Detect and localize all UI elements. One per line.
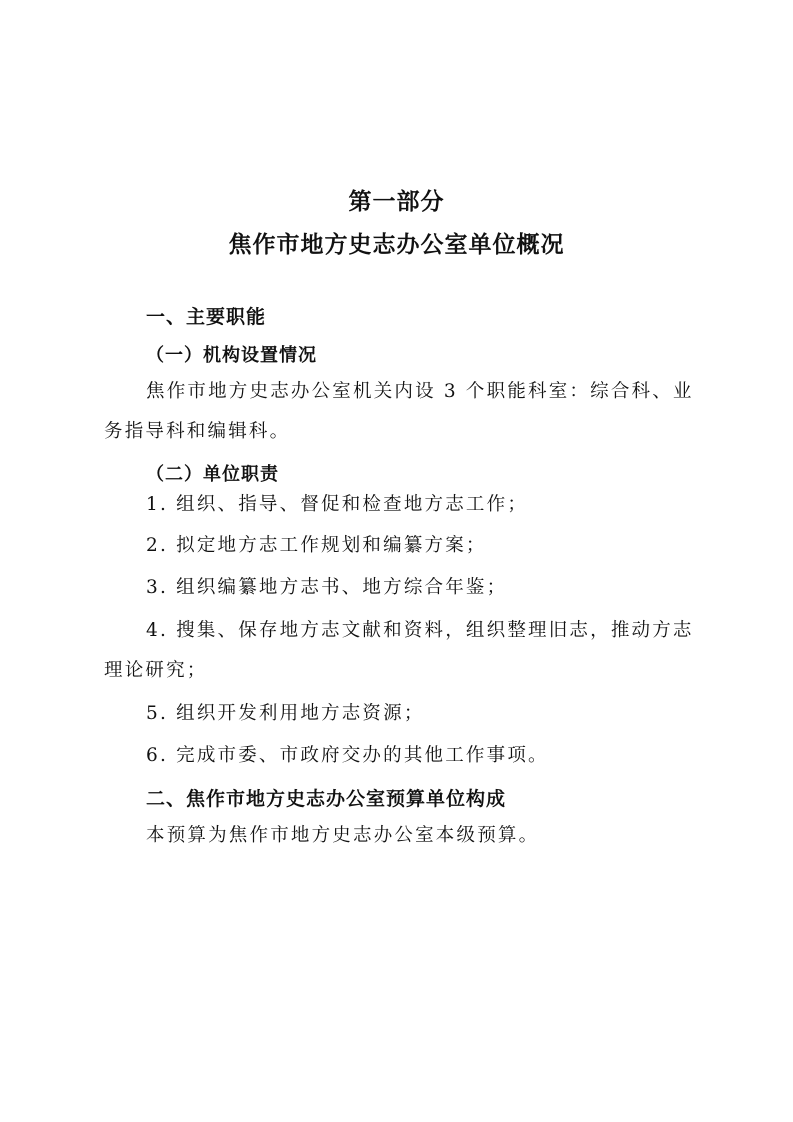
responsibility-item: 5. 组织开发利用地方志资源；: [146, 703, 425, 724]
sub-heading-organization: （一）机构设置情况: [146, 345, 317, 366]
organization-paragraph: 焦作市地方史志办公室机关内设 3 个职能科室：综合科、业务指导科和编辑科。: [104, 381, 694, 442]
budget-units-paragraph: 本预算为焦作市地方史志办公室本级预算。: [146, 825, 540, 846]
unit-overview-title: 焦作市地方史志办公室单位概况: [228, 232, 565, 258]
responsibility-item: 2. 拟定地方志工作规划和编纂方案；: [146, 535, 487, 556]
sub-heading-responsibilities: （二）单位职责: [146, 464, 279, 485]
responsibility-item: 1. 组织、指导、督促和检查地方志工作；: [146, 494, 529, 515]
part-title: 第一部分: [348, 189, 445, 215]
section-heading-budget-units: 二、焦作市地方史志办公室预算单位构成: [146, 788, 507, 810]
responsibility-item: 4. 搜集、保存地方志文献和资料，组织整理旧志，推动方志理论研究；: [104, 620, 694, 681]
responsibility-item: 3. 组织编纂地方志书、地方综合年鉴；: [146, 577, 508, 598]
responsibility-item: 6. 完成市委、市政府交办的其他工作事项。: [146, 745, 549, 766]
section-heading-main-functions: 一、主要职能: [146, 306, 267, 328]
